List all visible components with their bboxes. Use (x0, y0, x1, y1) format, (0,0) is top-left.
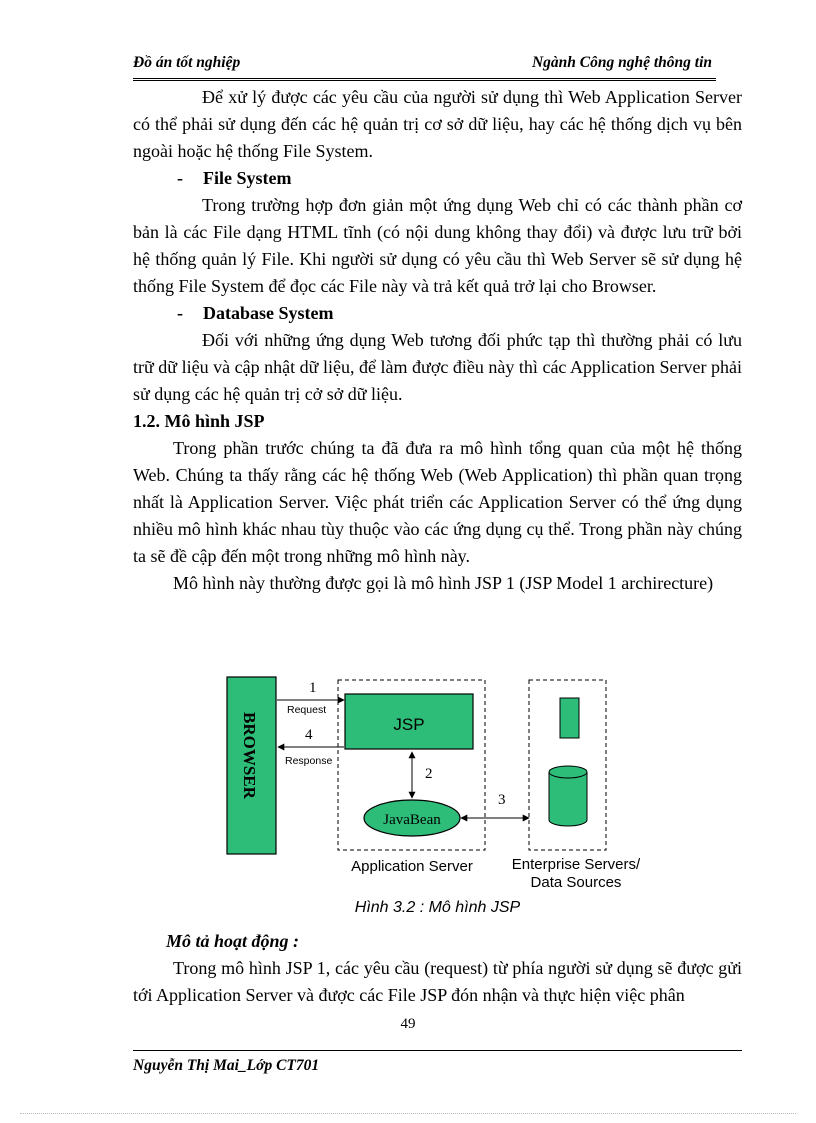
figure-caption: Hình 3.2 : Mô hình JSP (354, 899, 521, 916)
page-number: 49 (400, 1016, 416, 1032)
request-label: Request (287, 704, 327, 716)
paragraph-jsp-model: Mô hình này thường được gọi là mô hình JSP 1 (JSP Model 1 archirecture) (173, 573, 714, 593)
section-heading: 1.2. Mô hình JSP (133, 411, 265, 431)
server-icon (560, 698, 579, 738)
step-1-label: 1 (309, 680, 317, 696)
database-icon (549, 772, 587, 826)
database-icon-top (549, 766, 587, 778)
paragraph-database-system: Đối với những ứng dụng Web tương đối phức tạp thì thường phải có lưu trữ dữ liệu và cập nhật dữ liệu, để làm được điều này thì các Application Server phải sử dụng các hệ quản trị cở sở dữ liệu. (133, 330, 742, 404)
paragraph-jsp-overview: Trong phần trước chúng ta đã đưa ra mô hình tổng quan của một hệ thống Web. Chúng ta thấy rằng các hệ thống Web (Web Application) thì phần quan trọng nhất là Application Server. Việc phát triển các Application Server có thể ứng dụng nhiều mô hình khác nhau tùy thuộc vào các ứng dụng cụ thể. Trong phần này chúng ta sẽ đề cập đến một trong những mô hình này. (133, 438, 742, 566)
response-label: Response (285, 755, 333, 767)
header-left: Đồ án tốt nghiệp (133, 54, 241, 71)
browser-label: BROWSER (240, 712, 259, 799)
step-3-label: 3 (498, 792, 506, 808)
bullet-file-system: - File System (177, 168, 292, 188)
header-right: Ngành Công nghệ thông tin (531, 54, 712, 71)
subheading-wrap (133, 928, 742, 955)
enterprise-label-line2: Data Sources (530, 874, 622, 891)
paragraph-operation: Trong mô hình JSP 1, các yêu cầu (request) từ phía người sử dụng sẽ được gửi tới Application Server và được các File JSP đón nhận và thực hiện việc phân (133, 958, 742, 1005)
application-server-label: Application Server (351, 858, 473, 875)
subheading: Mô tả hoạt động : (166, 931, 300, 951)
jsp-label: JSP (393, 715, 425, 734)
bullet-database-system: - Database System (177, 303, 334, 323)
paragraph-file-system: Trong trường hợp đơn giản một ứng dụng Web chỉ có các thành phần cơ bản là các File dạng HTML tĩnh (có nội dung không thay đổi) và được lưu trữ bởi hệ thống quản lý File. Khi người sử dụng có yêu cầu thì Web Server sẽ sử dụng hệ thống File System để đọc các File này và trả kết quả trở lại cho Browser. (133, 195, 742, 296)
step-2-label: 2 (425, 766, 433, 782)
jsp-model-diagram (218, 672, 658, 897)
enterprise-label-line1: Enterprise Servers/ (511, 856, 641, 873)
page-footer: Nguyễn Thị Mai_Lớp CT701 (133, 1050, 742, 1075)
closing-content (133, 955, 742, 1009)
page-edge-divider (20, 1113, 796, 1114)
page-header (133, 50, 716, 81)
step-4-label: 4 (305, 727, 313, 743)
javabean-label: JavaBean (383, 812, 441, 828)
main-content (133, 84, 742, 597)
paragraph-intro: Để xử lý được các yêu cầu của người sử dụng thì Web Application Server có thể phải sử dụng đến các hệ quản trị cơ sở dữ liệu, hay các hệ thống dịch vụ bên ngoài hoặc hệ thống File System. (133, 87, 742, 161)
